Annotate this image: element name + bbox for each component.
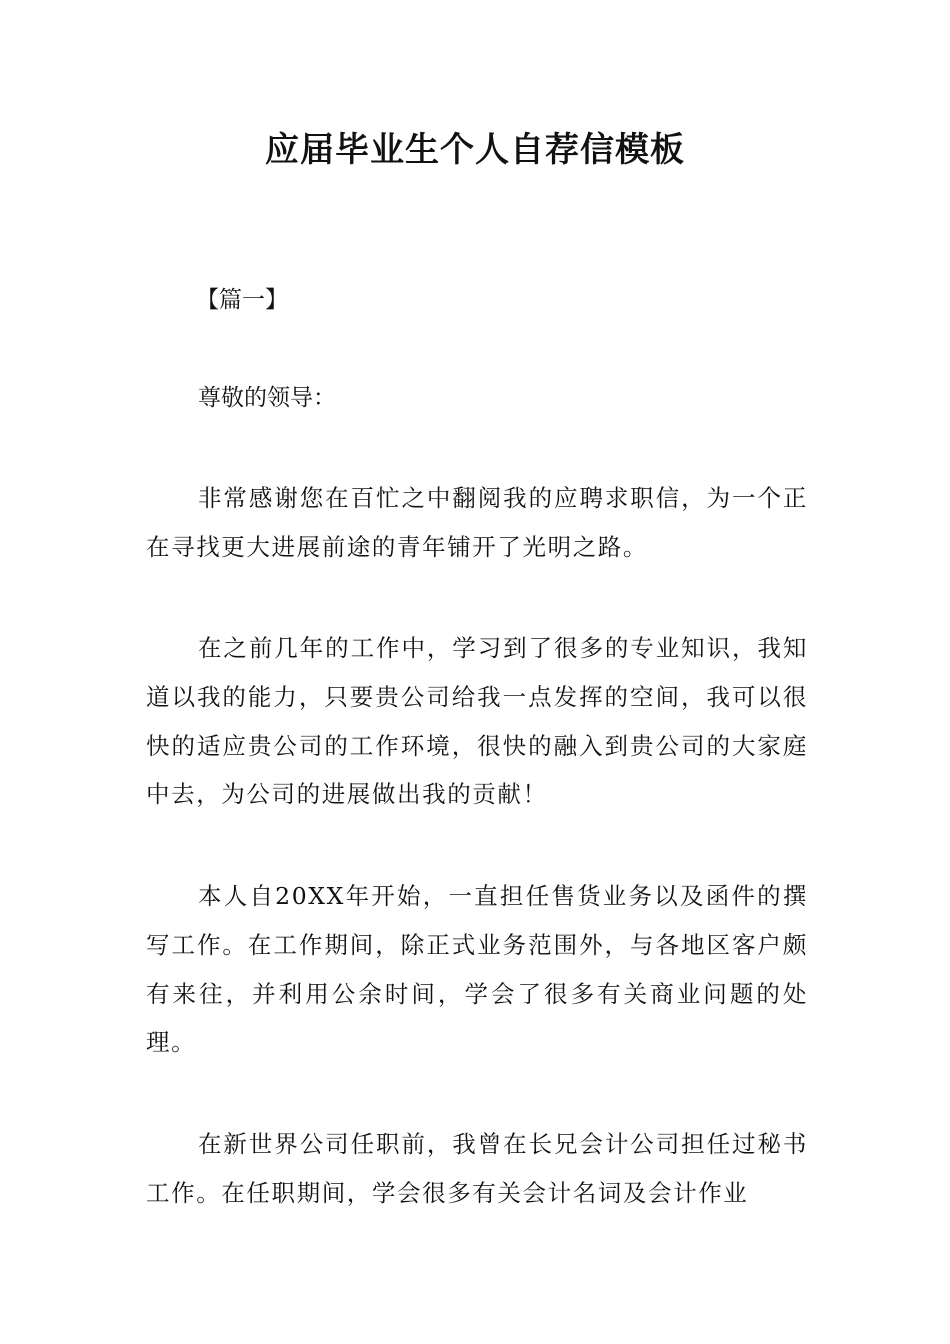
section-label: 【篇一】 — [196, 287, 288, 313]
body-paragraph: 本人自20XX年开始，一直担任售货业务以及函件的撰写工作。在工作期间，除正式业务范围外，与各地区客户颇有来往，并利用公余时间，学会了很多有关商业问题的处理。 — [146, 882, 808, 1057]
body-paragraph: 在新世界公司任职前，我曾在长兄会计公司担任过秘书工作。在任职期间，学会很多有关会计名词及会计作业 — [146, 1130, 808, 1207]
body-paragraph: 非常感谢您在百忙之中翻阅我的应聘求职信，为一个正在寻找更大进展前途的青年铺开了光明之路。 — [146, 484, 808, 561]
page-title: 应届毕业生个人自荐信模板 — [265, 130, 685, 170]
salutation: 尊敬的领导： — [198, 385, 336, 411]
body-paragraph: 在之前几年的工作中，学习到了很多的专业知识，我知道以我的能力，只要贵公司给我一点发挥的空间，我可以很快的适应贵公司的工作环境，很快的融入到贵公司的大家庭中去，为公司的进展做出我的贡献！ — [146, 634, 808, 809]
